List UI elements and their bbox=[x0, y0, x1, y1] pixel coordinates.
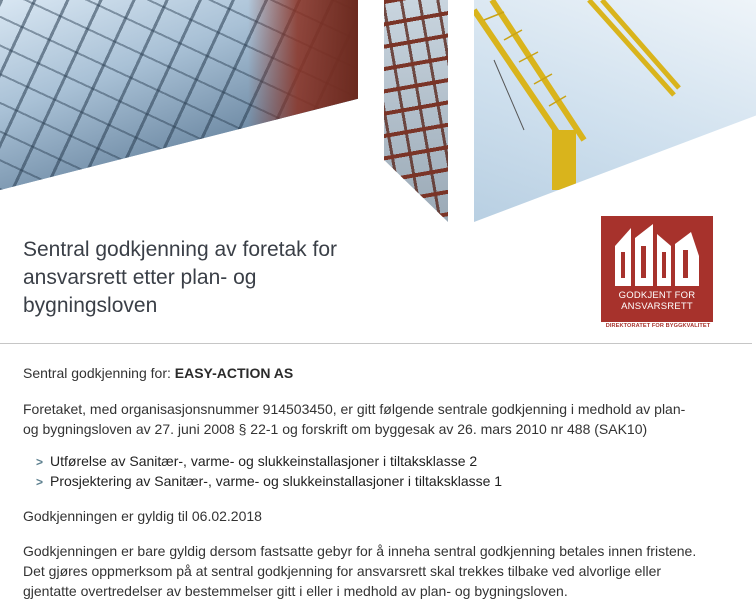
chevron-right-icon: > bbox=[36, 475, 44, 489]
company-text bbox=[23, 399, 685, 439]
header-photo-crane bbox=[474, 0, 756, 222]
section-divider bbox=[0, 343, 752, 344]
buildings-logo-icon bbox=[601, 216, 713, 290]
title-line: ansvarsrett etter plan- og bbox=[23, 266, 257, 289]
approval-label: Sentral godkjenning for: bbox=[23, 365, 175, 381]
header-photo-steel-structure bbox=[384, 0, 448, 222]
list-item bbox=[36, 472, 502, 492]
notice-line: Det gjøres oppmerksom på at sentral godkjenning for ansvarsrett skal trekkes tilbake ved alvorlige eller bbox=[23, 563, 662, 579]
notice-text bbox=[23, 541, 696, 601]
badge-caption-line: GODKJENT FOR bbox=[618, 290, 696, 301]
list-item-text: Utførelse av Sanitær-, varme- og slukkeinstallasjoner i tiltaksklasse 2 bbox=[50, 453, 478, 469]
title-line: bygningsloven bbox=[23, 294, 158, 317]
chevron-right-icon: > bbox=[36, 455, 44, 469]
badge-box bbox=[601, 216, 713, 322]
approval-line bbox=[23, 363, 293, 383]
notice-line: gjentatte overtredelser av bestemmelser gitt i eller i medhold av plan- og bygningsloven. bbox=[23, 583, 568, 599]
notice-line: Godkjenningen er bare gyldig dersom fastsatte gebyr for å inneha sentral godkjenning betales innen fristene. bbox=[23, 543, 697, 559]
company-text-line: og bygningsloven av 27. juni 2008 § 22-1 og forskrift om byggesak av 26. mars 2010 nr 488 (SAK10) bbox=[23, 421, 648, 437]
badge-caption bbox=[601, 290, 713, 312]
badge-subtitle: DIREKTORATET FOR BYGGKVALITET bbox=[605, 323, 711, 329]
validity-line: Godkjenningen er gyldig til 06.02.2018 bbox=[23, 508, 262, 524]
list-item-text: Prosjektering av Sanitær-, varme- og slukkeinstallasjoner i tiltaksklasse 1 bbox=[50, 473, 503, 489]
document-title bbox=[23, 236, 403, 320]
header-photo-glass-building bbox=[0, 0, 358, 190]
list-item bbox=[36, 452, 502, 472]
godkjent-badge bbox=[601, 216, 713, 331]
badge-caption-line: ANSVARSRETT bbox=[621, 301, 693, 312]
company-name: EASY-ACTION AS bbox=[174, 365, 294, 381]
company-text-line: Foretaket, med organisasjonsnummer 914503450, er gitt følgende sentrale godkjenning i medhold av plan- bbox=[23, 401, 686, 417]
title-line: Sentral godkjenning av foretak for bbox=[23, 238, 338, 261]
approvals-list bbox=[36, 452, 502, 492]
